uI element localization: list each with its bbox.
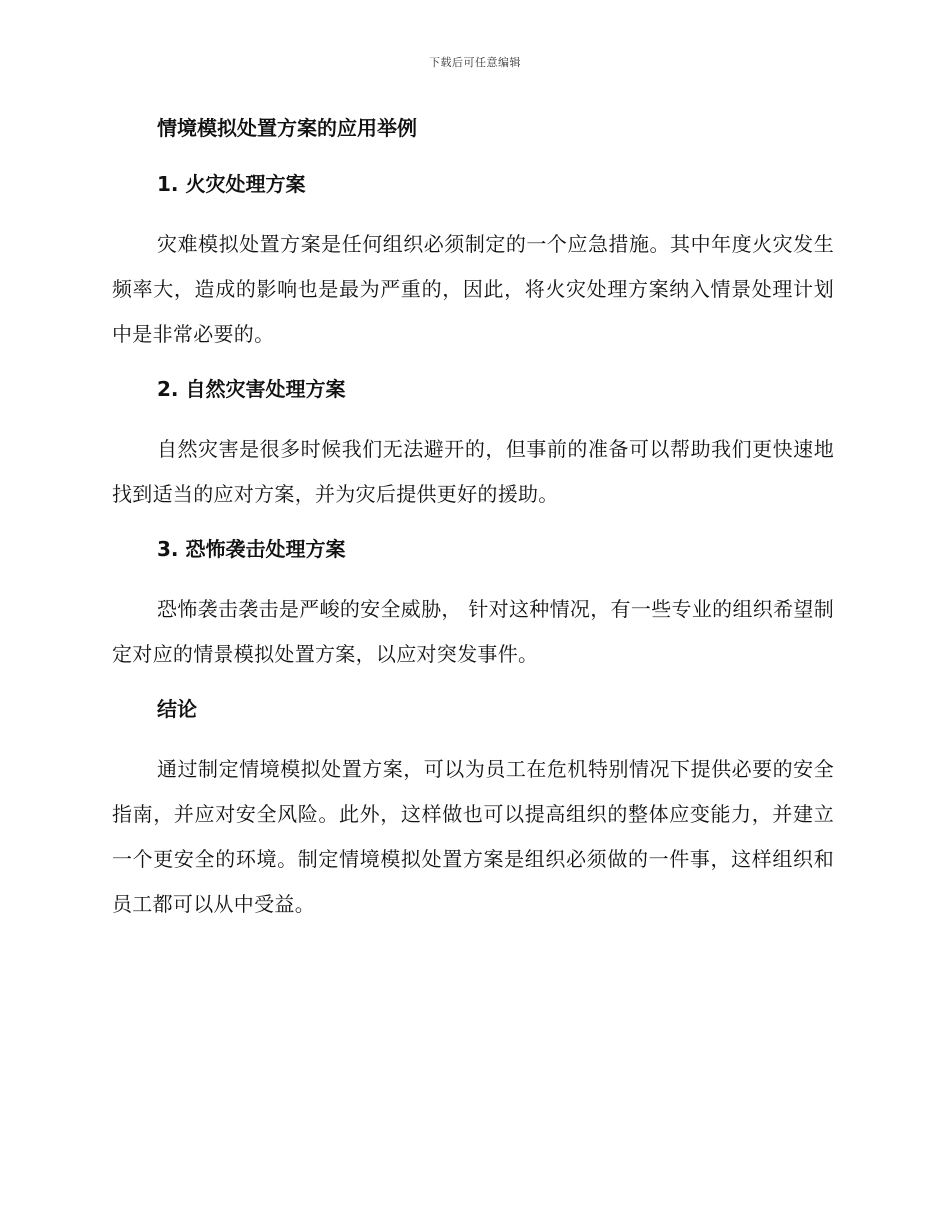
section-heading-terror-attack: 3. 恐怖袭击处理方案 (157, 537, 346, 561)
section-heading-conclusion: 结论 (157, 697, 197, 721)
section-heading-fire: 1. 火灾处理方案 (157, 172, 306, 196)
section-body-terror-attack: 恐怖袭击袭击是严峻的安全威胁， 针对这种情况，有一些专业的组织希望制定对应的情景模拟处置方案，以应对突发事件。 (112, 597, 834, 666)
section-body-conclusion: 通过制定情境模拟处置方案，可以为员工在危机特别情况下提供必要的安全指南，并应对安全风险。此外，这样做也可以提高组织的整体应变能力，并建立一个更安全的环境。制定情境模拟处置方案是组织必须做的一件事，这样组织和员工都可以从中受益。 (112, 757, 834, 916)
section-heading-natural-disaster: 2. 自然灾害处理方案 (157, 377, 346, 401)
document-content (112, 112, 834, 927)
header-note: 下载后可任意编辑 (429, 56, 521, 69)
section-body-fire: 灾难模拟处置方案是任何组织必须制定的一个应急措施。其中年度火灾发生频率大，造成的影响也是最为严重的，因此，将火灾处理方案纳入情景处理计划中是非常必要的。 (112, 232, 834, 346)
document-title: 情境模拟处置方案的应用举例 (157, 116, 417, 140)
section-body-natural-disaster: 自然灾害是很多时候我们无法避开的，但事前的准备可以帮助我们更快速地找到适当的应对方案，并为灾后提供更好的援助。 (112, 437, 834, 506)
